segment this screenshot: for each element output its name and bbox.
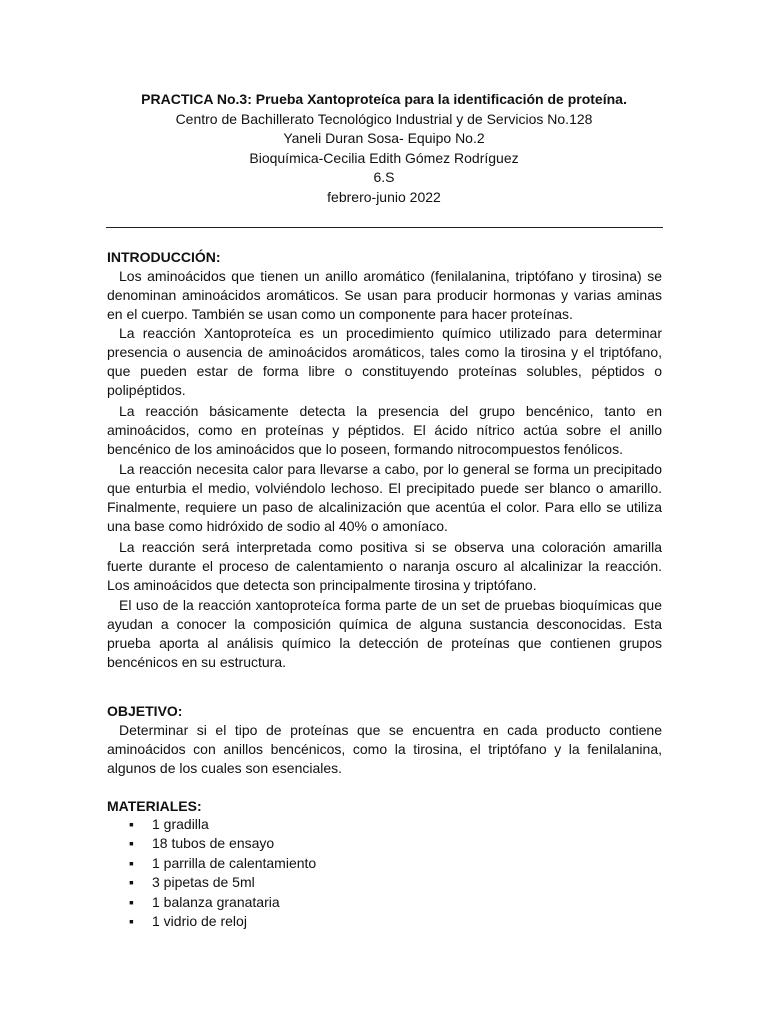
header-divider — [106, 227, 663, 228]
list-item-text: 1 parrilla de calentamiento — [152, 854, 317, 871]
group-line: 6.S — [373, 169, 395, 186]
bullet-icon: ▪ — [129, 893, 134, 910]
bullet-icon: ▪ — [129, 835, 134, 852]
list-item-text: 1 vidrio de reloj — [152, 913, 247, 930]
materiales-list — [107, 815, 316, 931]
intro-paragraph-3: La reacción básicamente detecta la presencia del grupo bencénico, tanto en aminoácidos, como en proteínas y péptidos. El ácido nítrico actúa sobre el anillo bencénico de los aminoácidos que lo poseen, formando nitrocompuestos fenólicos. — [107, 403, 662, 458]
list-item-text: 1 balanza granataria — [152, 893, 280, 910]
document-header — [0, 90, 768, 208]
intro-paragraph-6: El uso de la reacción xantoproteíca forma parte de un set de pruebas bioquímicas que ayudan a conocer la composición química de alguna sustancia desconocidas. Esta prueba aporta al análisis químico la detección de proteínas que contienen grupos bencénicos en su estructura. — [107, 597, 662, 671]
list-item-text: 3 pipetas de 5ml — [152, 874, 255, 891]
list-item — [107, 912, 316, 931]
bullet-icon: ▪ — [129, 816, 134, 832]
intro-paragraph-5: La reacción será interpretada como positiva si se observa una coloración amarilla fuerte durante el proceso de calentamiento o naranja oscuro al alcalinizar la reacción. Los aminoácidos que detecta son principalmente tirosina y triptófano. — [107, 539, 662, 594]
intro-paragraph-1: Los aminoácidos que tienen un anillo aromático (fenilalanina, triptófano y tirosina) se denominan aminoácidos aromáticos. Se usan para producir hormonas y varias aminas en el cuerpo. También se usan como un componente para hacer proteínas. — [107, 268, 662, 323]
intro-paragraph-2: La reacción Xantoproteíca es un procedimiento químico utilizado para determinar presencia o ausencia de aminoácidos aromáticos, tales como la tirosina y el triptófano, que pueden estar de forma libre o constituyendo proteínas solubles, péptidos o polipéptidos. — [107, 325, 662, 399]
introduccion-heading: INTRODUCCIÓN: — [107, 249, 221, 265]
bullet-icon: ▪ — [129, 913, 134, 930]
list-item-text: 18 tubos de ensayo — [152, 835, 275, 852]
materiales-heading: MATERIALES: — [107, 798, 202, 814]
practice-title: PRACTICA No.3: Prueba Xantoproteíca para la identificación de proteína. — [141, 91, 627, 107]
objetivo-heading: OBJETIVO: — [107, 703, 183, 719]
school-name: Centro de Bachillerato Tecnológico Industrial y de Servicios No.128 — [175, 110, 593, 127]
list-item — [107, 873, 316, 892]
list-item — [107, 815, 316, 834]
author-line: Yaneli Duran Sosa- Equipo No.2 — [283, 130, 485, 147]
bullet-icon: ▪ — [129, 854, 134, 871]
objetivo-paragraph: Determinar si el tipo de proteínas que se encuentra en cada producto contiene aminoácidos con anillos bencénicos, como la tirosina, el triptófano y la fenilalanina, algunos de los cuales son esenciales. — [107, 722, 662, 777]
bullet-icon: ▪ — [129, 874, 134, 891]
list-item — [107, 834, 316, 853]
list-item-text: 1 gradilla — [152, 816, 209, 832]
list-item — [107, 893, 316, 912]
intro-paragraph-4: La reacción necesita calor para llevarse a cabo, por lo general se forma un precipitado que enturbia el medio, volviéndolo lechoso. El precipitado puede ser blanco o amarillo. Finalmente, requiere un paso de alcalinización que acentúa el color. Para ello se utiliza una base como hidróxido de sodio al 40% o amoníaco. — [107, 461, 662, 535]
period-line: febrero-junio 2022 — [327, 188, 441, 205]
list-item — [107, 854, 316, 873]
subject-line: Bioquímica-Cecilia Edith Gómez Rodríguez — [249, 149, 519, 166]
